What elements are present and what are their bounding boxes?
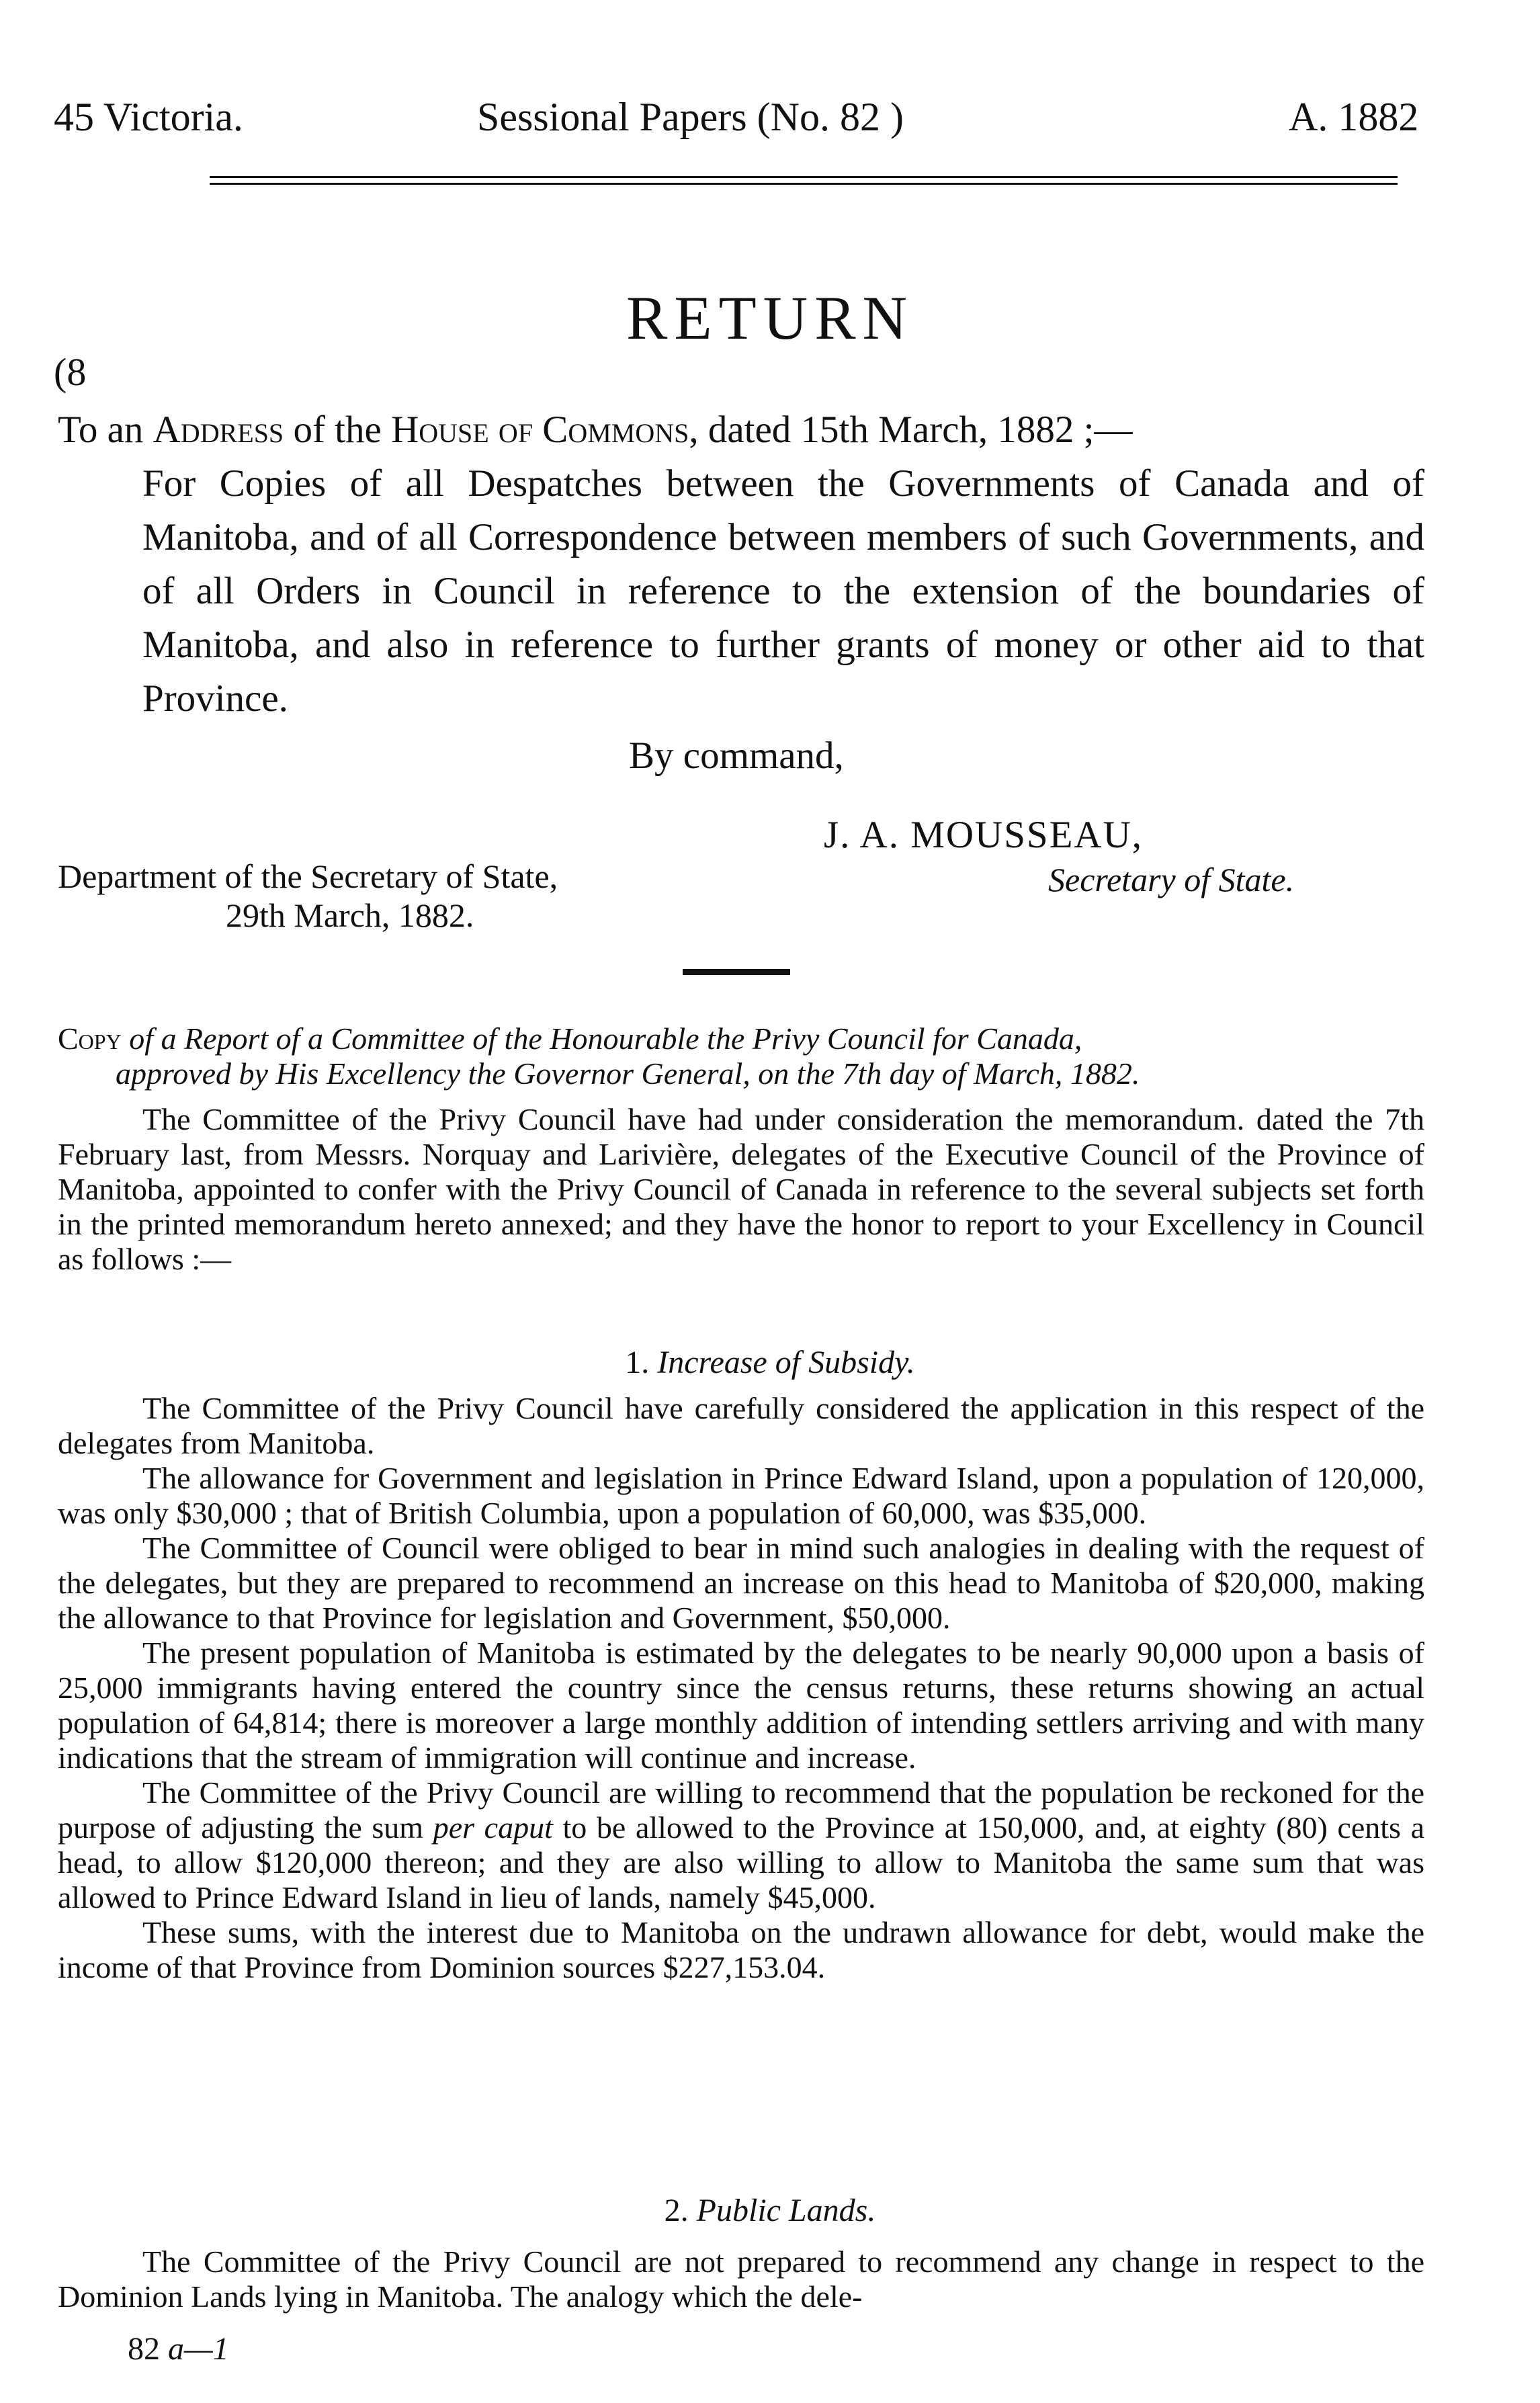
section1-body <box>58 1391 1424 1985</box>
address-date: , dated 15th March, 1882 ;— <box>689 409 1133 451</box>
department-block <box>58 857 558 935</box>
section2-body <box>58 2244 1424 2314</box>
section1-title: Increase of Subsidy. <box>657 1345 915 1380</box>
section2-heading <box>0 2192 1540 2229</box>
page-title: RETURN <box>626 284 914 352</box>
signature-number: 82 <box>128 2331 160 2367</box>
address-address-word: Address <box>153 409 284 451</box>
copy-heading-line2 <box>58 1056 1424 1091</box>
margin-mark: (8 <box>54 350 87 394</box>
signatory: J. A. MOUSSEAU, <box>824 814 1144 856</box>
section1-paragraph: The present population of Manitoba is estimated by the delegates to be nearly 90,000 upon a basis of 25,000 immigrants having entered the country since the census returns, these returns showing an actual population of 64,814; there is moreover a large monthly addition of intending settlers arriving and with many indications that the stream of immigration will continue and increase. <box>58 1636 1424 1775</box>
signature-mark <box>128 2330 229 2367</box>
section1-paragraph-per-caput <box>58 1775 1424 1915</box>
header-session: 45 Victoria. <box>54 95 243 139</box>
header-rule-bottom <box>210 183 1398 185</box>
address-body: For Copies of all Despatches between the Governments of Canada and of Manitoba, and of all Correspondence between members of such Governments, and of all Orders in Council in reference to the extension of the boundaries of Manitoba, and also in reference to further grants of money or other aid to that Province. <box>142 462 1424 720</box>
section1-number: 1. <box>625 1345 650 1380</box>
section1-heading <box>0 1344 1540 1381</box>
section2-title: Public Lands. <box>696 2193 876 2228</box>
section1-paragraph: The Committee of the Privy Council have carefully considered the application in this respect of the delegates from Manitoba. <box>58 1391 1424 1460</box>
copy-line1-text: of a Report of a Committee of the Honourable the Privy Council for Canada, <box>129 1021 1082 1056</box>
per-caput-term: per caput <box>433 1810 553 1845</box>
address-heading <box>58 403 1424 457</box>
copy-heading <box>58 1021 1424 1091</box>
address-mid: of the <box>293 409 382 451</box>
signature-letter: a—1 <box>168 2331 229 2367</box>
department-line: Department of the Secretary of State, <box>58 857 558 895</box>
header-year: A. 1882 <box>1289 95 1419 139</box>
department-date: 29th March, 1882. <box>226 896 474 934</box>
section1-paragraph: These sums, with the interest due to Manitoba on the undrawn allowance for debt, would make the income of that Province from Dominion sources $227,153.04. <box>58 1915 1424 1984</box>
header-rule-top <box>210 176 1398 178</box>
address-block <box>58 403 1424 726</box>
copy-lead: Copy <box>58 1021 122 1056</box>
section1-p5-end: to be allowed to the Province at 150,000, and, at eighty (80) cents a head, to allow $120,000 thereon; and they are also willing to allow to Manitoba the same sum that was allowed to Prince Edward Island in lieu of lands, namely $45,000. <box>58 1810 1424 1914</box>
signatory-office: Secretary of State. <box>1048 861 1295 898</box>
section1-paragraph: The allowance for Government and legislation in Prince Edward Island, upon a population of 120,000, was only $30,000 ; that of British Columbia, upon a population of 60,000, was $35,000. <box>58 1461 1424 1530</box>
address-house-of-commons: House of Commons <box>391 409 689 451</box>
address-lead: To an <box>58 409 144 451</box>
section1-p5-start: The Committee of the Privy Council are willing to recommend that the population be reckoned for the purpose of adjusting the sum <box>58 1775 1424 1845</box>
separator-dash <box>683 969 790 975</box>
copy-line2-text: approved by His Excellency the Governor General, on the 7th day of March, 1882. <box>116 1056 1140 1091</box>
section1-paragraph: The Committee of Council were obliged to bear in mind such analogies in dealing with the request of the delegates, but they are prepared to recommend an increase on this head to Manitoba of $20,000, making the allowance to that Province for legislation and Government, $50,000. <box>58 1531 1424 1635</box>
by-command: By command, <box>629 734 844 777</box>
copy-heading-line1 <box>58 1021 1424 1056</box>
section2-number: 2. <box>664 2193 689 2228</box>
section2-paragraph: The Committee of the Privy Council are not prepared to recommend any change in respect to the Dominion Lands lying in Manitoba. The analogy which the dele- <box>58 2244 1424 2314</box>
header-series: Sessional Papers (No. 82 ) <box>477 95 904 139</box>
intro-paragraph: The Committee of the Privy Council have had under consideration the memorandum. dated the 7th February last, from Messrs. Norquay and Larivière, delegates of the Executive Council of the Province of Manitoba, appointed to confer with the Privy Council of Canada in reference to the several subjects set forth in the printed memorandum hereto annexed; and they have the honor to report to your Excellency in Council as follows :— <box>58 1102 1424 1276</box>
